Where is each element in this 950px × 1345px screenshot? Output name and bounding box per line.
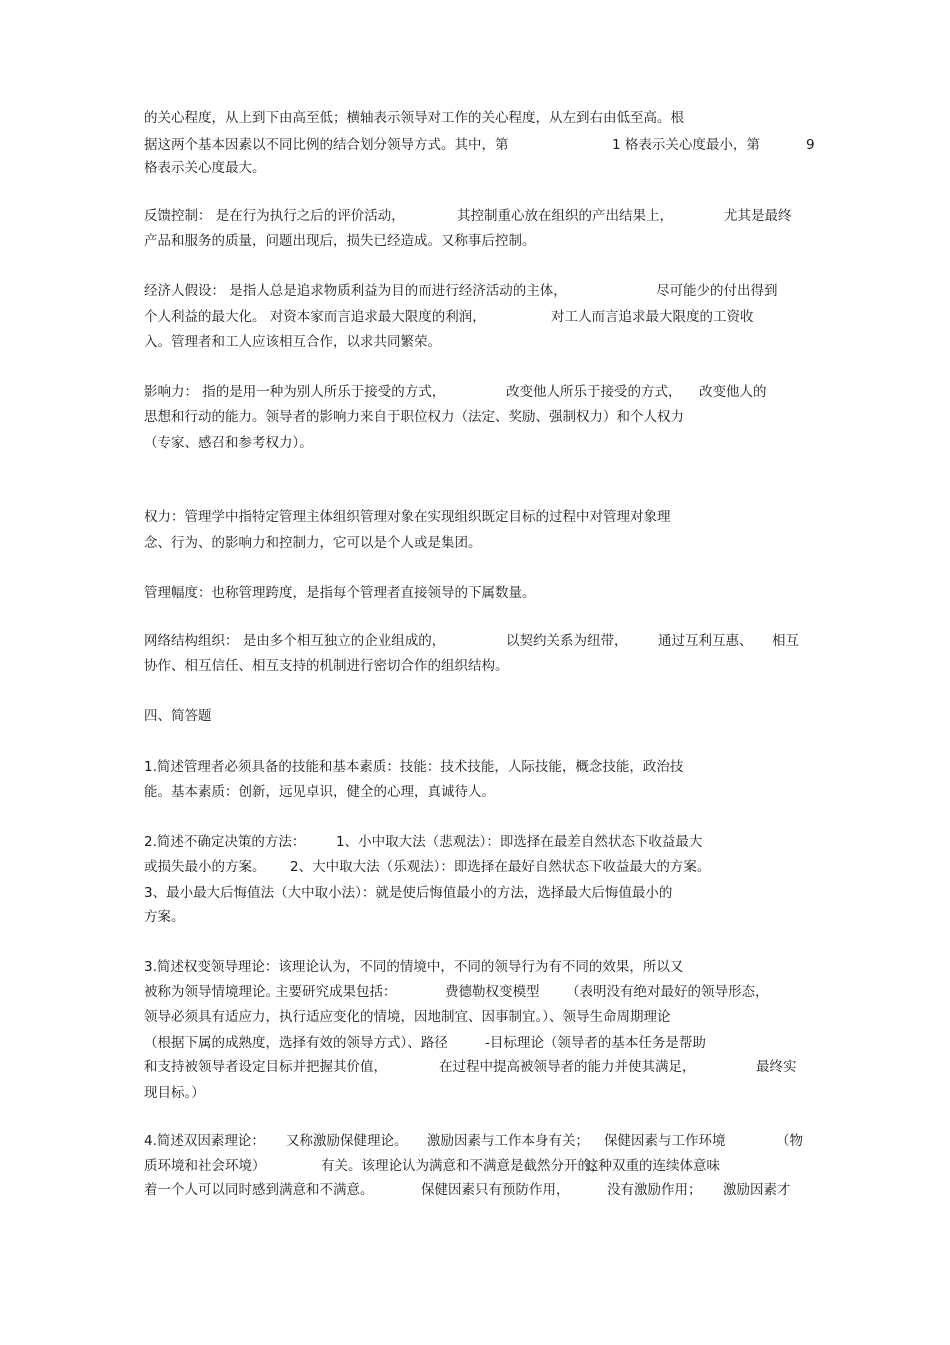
text-segment: 被称为领导情境理论。 — [144, 984, 279, 1000]
text-segment: 通过互利互惠、 — [658, 633, 753, 649]
text-line — [144, 1056, 814, 1078]
text-line — [144, 107, 814, 129]
text-line — [144, 705, 814, 727]
text-segment: 主要研究成果包括： — [275, 984, 397, 1000]
text-segment: （物 — [776, 1133, 803, 1149]
text-segment: 经济人假设： 是指人总是追求物质利益为目的而进行经济活动的主体， — [144, 283, 567, 299]
text-line — [144, 230, 814, 252]
text-line — [144, 1130, 814, 1152]
text-line — [144, 1155, 814, 1177]
text-line — [144, 205, 814, 227]
text-segment: 管理幅度：也称管理跨度，是指每个管理者直接领导的下属数量。 — [144, 585, 536, 601]
text-segment: 以契约关系为纽带， — [506, 633, 628, 649]
text-line — [144, 1082, 814, 1104]
text-segment: 思想和行动的能力。领导者的影响力来自于职位权力（法定、奖励、强制权力）和个人权力 — [144, 409, 684, 425]
text-segment: 其控制重心放在组织的产出结果上， — [457, 208, 673, 224]
text-segment: 影响力： 指的是用一种为别人所乐于接受的方式， — [144, 384, 446, 400]
text-line — [144, 280, 814, 302]
text-line — [144, 831, 814, 853]
text-line — [144, 532, 814, 554]
text-line — [144, 1179, 814, 1201]
text-line — [144, 956, 814, 978]
text-line — [144, 1006, 814, 1028]
text-segment: 1 格表示关心度最小，第 — [612, 137, 760, 153]
text-line — [144, 1032, 814, 1054]
text-segment: 3.简述权变领导理论：该理论认为，不同的情境中，不同的领导行为有不同的效果，所以又 — [144, 959, 684, 975]
text-segment: 协作、相互信任、相互支持的机制进行密切合作的组织结构。 — [144, 658, 509, 674]
text-segment: 保健因素只有预防作用， — [421, 1182, 570, 1198]
text-segment: 1.简述管理者必须具备的技能和基本素质：技能：技术技能，人际技能，概念技能，政治技 — [144, 759, 684, 775]
text-line — [144, 655, 814, 677]
text-segment: 格表示关心度最大。 — [144, 160, 266, 176]
text-segment: 在过程中提高被领导者的能力并使其满足， — [439, 1059, 696, 1075]
text-line — [144, 781, 814, 803]
text-segment: 1、小中取大法（悲观法）：即选择在最差自然状态下收益最大 — [336, 834, 703, 850]
text-segment: （专家、感召和参考权力）。 — [144, 435, 313, 451]
text-segment: 产品和服务的质量，问题出现后，损失已经造成。又称事后控制。 — [144, 233, 536, 249]
text-segment: 领导必须具有适应力，执行适应变化的情境，因地制宜、因事制宜。）、领导生命周期理论 — [144, 1009, 671, 1025]
text-line — [144, 630, 814, 652]
text-segment: 没有激励作用； — [607, 1182, 702, 1198]
text-segment: 改变他人的 — [699, 384, 767, 400]
text-segment: 相互 — [772, 633, 799, 649]
text-line — [144, 306, 814, 328]
text-line — [144, 432, 814, 454]
text-segment: 3、最小最大后悔值法（大中取小法）：就是使后悔值最小的方法，选择最大后悔值最小的 — [144, 885, 673, 901]
text-line — [144, 134, 814, 156]
text-segment: 能。基本素质：创新，远见卓识，健全的心理，真诚待人。 — [144, 784, 495, 800]
text-segment: 尤其是最终 — [724, 208, 792, 224]
text-segment: 4.简述双因素理论： — [144, 1133, 265, 1149]
text-segment: 据这两个基本因素以不同比例的结合划分领导方式。其中，第 — [144, 137, 509, 153]
text-line — [144, 331, 814, 353]
text-segment: 权力：管理学中指特定管理主体组织管理对象在实现组织既定目标的过程中对管理对象理 — [144, 509, 671, 525]
text-line — [144, 406, 814, 428]
text-segment: 入。管理者和工人应该相互合作，以求共同繁荣。 — [144, 334, 441, 350]
text-segment: 9 — [806, 137, 815, 153]
text-segment: 有关。该理论认为满意和不满意是截然分开的， — [321, 1158, 605, 1174]
text-line — [144, 157, 814, 179]
text-segment: 念、行为、的影响力和控制力，它可以是个人或是集团。 — [144, 535, 482, 551]
text-segment: 对工人而言追求最大限度的工资收 — [551, 309, 754, 325]
text-line — [144, 882, 814, 904]
text-segment: 反馈控制： 是在行为执行之后的评价活动， — [144, 208, 405, 224]
text-segment: （表明没有绝对最好的领导形态， — [566, 984, 769, 1000]
text-line — [144, 856, 814, 878]
text-segment: 激励因素与工作本身有关； — [427, 1133, 589, 1149]
text-segment: 激励因素才 — [723, 1182, 791, 1198]
text-segment: 改变他人所乐于接受的方式， — [506, 384, 682, 400]
text-segment: 这种双重的连续体意味 — [585, 1158, 720, 1174]
text-segment: 费德勒权变模型 — [445, 984, 540, 1000]
text-segment: 个人利益的最大化。 对资本家而言追求最大限度的利润， — [144, 309, 486, 325]
text-segment: 着一个人可以同时感到满意和不满意。 — [144, 1182, 374, 1198]
text-segment: 方案。 — [144, 909, 185, 925]
text-line — [144, 906, 814, 928]
text-segment: 保健因素与工作环境 — [604, 1133, 726, 1149]
text-segment: 尽可能少的付出得到 — [656, 283, 778, 299]
text-segment: 或损失最小的方案。 — [144, 859, 266, 875]
text-segment: 现目标。） — [144, 1085, 205, 1101]
text-line — [144, 506, 814, 528]
text-line — [144, 381, 814, 403]
text-segment: 质环境和社会环境） — [144, 1158, 266, 1174]
text-segment: 2、大中取大法（乐观法）：即选择在最好自然状态下收益最大的方案。 — [290, 859, 711, 875]
text-segment: 网络结构组织： 是由多个相互独立的企业组成的， — [144, 633, 446, 649]
text-segment: 和支持被领导者设定目标并把握其价值， — [144, 1059, 387, 1075]
text-line — [144, 756, 814, 778]
text-segment: 又称激励保健理论。 — [286, 1133, 408, 1149]
text-segment: -目标理论（领导者的基本任务是帮助 — [485, 1035, 706, 1051]
text-segment: 最终实 — [756, 1059, 797, 1075]
text-segment: 的关心程度，从上到下由高至低；横轴表示领导对工作的关心程度，从左到右由低至高。根 — [144, 110, 684, 126]
text-segment: 2.简述不确定决策的方法： — [144, 834, 306, 850]
text-segment: （根据下属的成熟度，选择有效的领导方式）、路径 — [144, 1035, 448, 1051]
text-line — [144, 582, 814, 604]
text-line — [144, 981, 814, 1003]
text-segment: 四、简答题 — [144, 708, 212, 724]
